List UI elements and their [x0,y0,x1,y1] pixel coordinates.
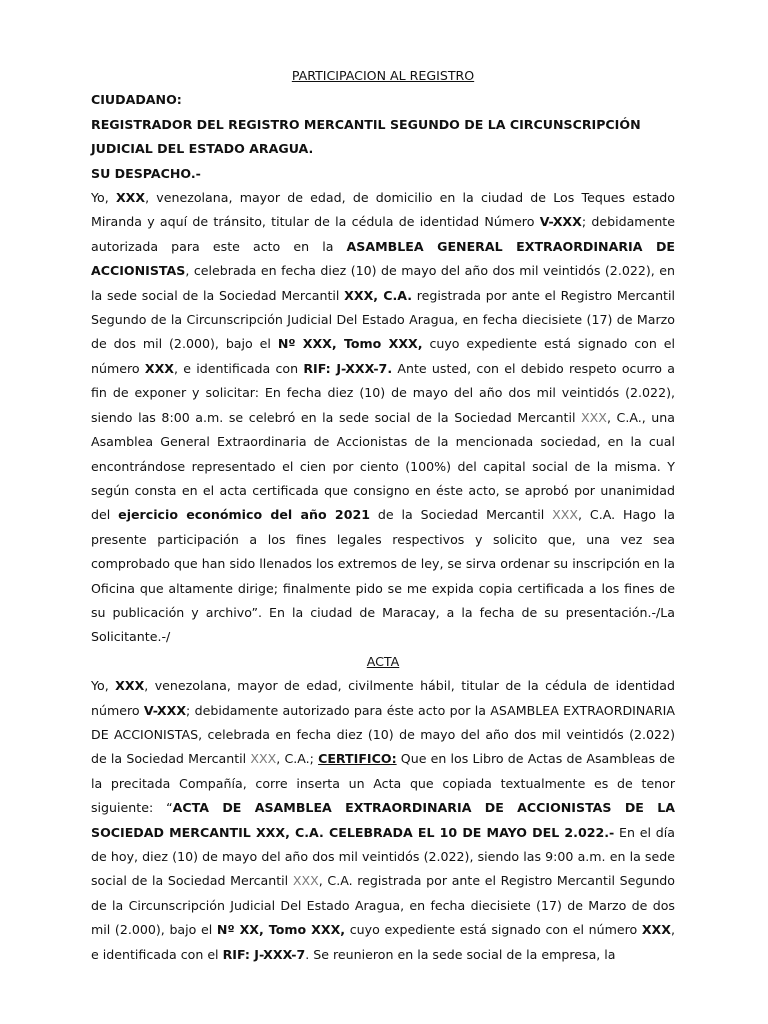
text-run: Ante usted, con el debido respeto ocurro a fin de exponer y solicitar: En fecha diez (10) de mayo del año dos mil veintidós (2.022), siendo las 8:00 a.m. se celebró en la sede social de la Sociedad Mercantil [91,360,675,425]
salutation: CIUDADANO: [91,92,182,108]
text-run: , celebrada en fecha diez (10) de mayo del año dos mil veintidós (2.022), en la sede social de la Sociedad Mercantil [91,263,675,303]
text-run: , C.A. Hago la presente participación a los fines legales respectivos y solicito que, una vez sea comprobado que han sido llenados los extremos de ley, se sirva ordenar su inscripción en la Oficina que altamente dirige; finalmente pido se me expida copia certificada a los fines de su publicación y archivo”. En la ciudad de Maracay, a la fecha de su presentación.-/La Solicitante.-/ [91,507,676,645]
text-run: , e identificada con el [91,922,675,962]
text-run: En el día de hoy, diez (10) de mayo del año dos mil veintidós (2.022), siendo las 9:00 a.m. en la sede social de la Sociedad Mercantil [91,824,676,889]
bold-run: Nº XXX, Tomo XXX, [277,336,423,352]
bold-run: XXX [115,678,145,694]
grey-run: XXX [250,751,277,767]
participation-paragraph [91,186,675,650]
bold-run: V-XXX [539,214,582,230]
bold-run: XXX, C.A. [344,287,413,303]
bold-run: RIF: J-XXX-7 [222,946,306,962]
text-run: , venezolana, mayor de edad, de domicilio en la ciudad de Los Teques estado Miranda y aquí de tránsito, titular de la cédula de identidad Número [91,190,675,230]
bold-run: V-XXX [143,702,187,718]
text-run: registrada por ante el Registro Mercantil Segundo de la Circunscripción Judicial Del Estado Aragua, en fecha diecisiete (17) de Marzo de dos mil (2.000), bajo el [91,287,675,352]
bold-run: ACTA DE ASAMBLEA EXTRAORDINARIA DE ACCIONISTAS DE LA SOCIEDAD MERCANTIL XXX, C.A. CELEBRADA EL 10 DE MAYO DEL 2.022.- [91,800,675,840]
text-run: cuyo expediente está signado con el número [345,922,642,938]
addressee: REGISTRADOR DEL REGISTRO MERCANTIL SEGUNDO DE LA CIRCUNSCRIPCIÓN JUDICIAL DEL ESTADO ARAGUA. [91,116,641,157]
text-run: Yo, [91,678,116,694]
acta-paragraph [91,674,675,967]
bold-run: RIF: J-XXX-7. [303,360,393,376]
bold-run: ASAMBLEA GENERAL EXTRAORDINARIA DE ACCIONISTAS [91,238,675,279]
certifico-label: CERTIFICO: [318,751,397,767]
bold-run: ejercicio económico del año 2021 [118,507,370,523]
bold-run: XXX [144,360,174,376]
text-run: . Se reunieron en la sede social de la empresa, la [305,946,616,962]
despacho-line: SU DESPACHO.- [91,165,201,181]
text-run: , C.A. registrada por ante el Registro Mercantil Segundo de la Circunscripción Judicial Del Estado Aragua, en fecha diecisiete (17) de Marzo de dos mil (2.000), bajo el [91,873,676,938]
text-run: Que en los Libro de Actas de Asambleas de la precitada Compañía, corre inserta un Acta que copiada textualmente es de tenor siguiente: “ [91,751,675,816]
text-run: , e identificada con [174,360,304,376]
bold-run: XXX [641,922,671,938]
acta-heading: ACTA [366,653,400,669]
text-run: ; debidamente autorizada para este acto en la [91,214,675,254]
bold-run: Nº XX, Tomo XXX, [216,922,346,938]
bold-run: XXX [115,190,146,206]
text-run: , C.A., una Asamblea General Extraordinaria de Accionistas de la mencionada sociedad, en la cual encontrándose representado el cien por ciento (100%) del capital social de la misma. Y según consta en el acta certificada que consigno en éste acto, se aprobó por unanimidad del [91,409,675,523]
text-run: de la Sociedad Mercantil [370,507,553,523]
text-run: , venezolana, mayor de edad, civilmente hábil, titular de la cédula de identidad número [91,678,675,718]
grey-run: XXX [552,507,579,523]
text-run: ; debidamente autorizado para éste acto por la ASAMBLEA EXTRAORDINARIA DE ACCIONISTAS, celebrada en fecha diez (10) de mayo del año dos mil veintidós (2.022) de la Sociedad Mercantil [91,702,675,767]
document-title: PARTICIPACION AL REGISTRO [291,68,475,83]
text-run: cuyo expediente está signado con el número [91,336,675,376]
grey-run: XXX [292,873,319,889]
text-run: Yo, [91,190,116,206]
grey-run: XXX [581,409,607,425]
text-run: , C.A.; [276,751,319,767]
